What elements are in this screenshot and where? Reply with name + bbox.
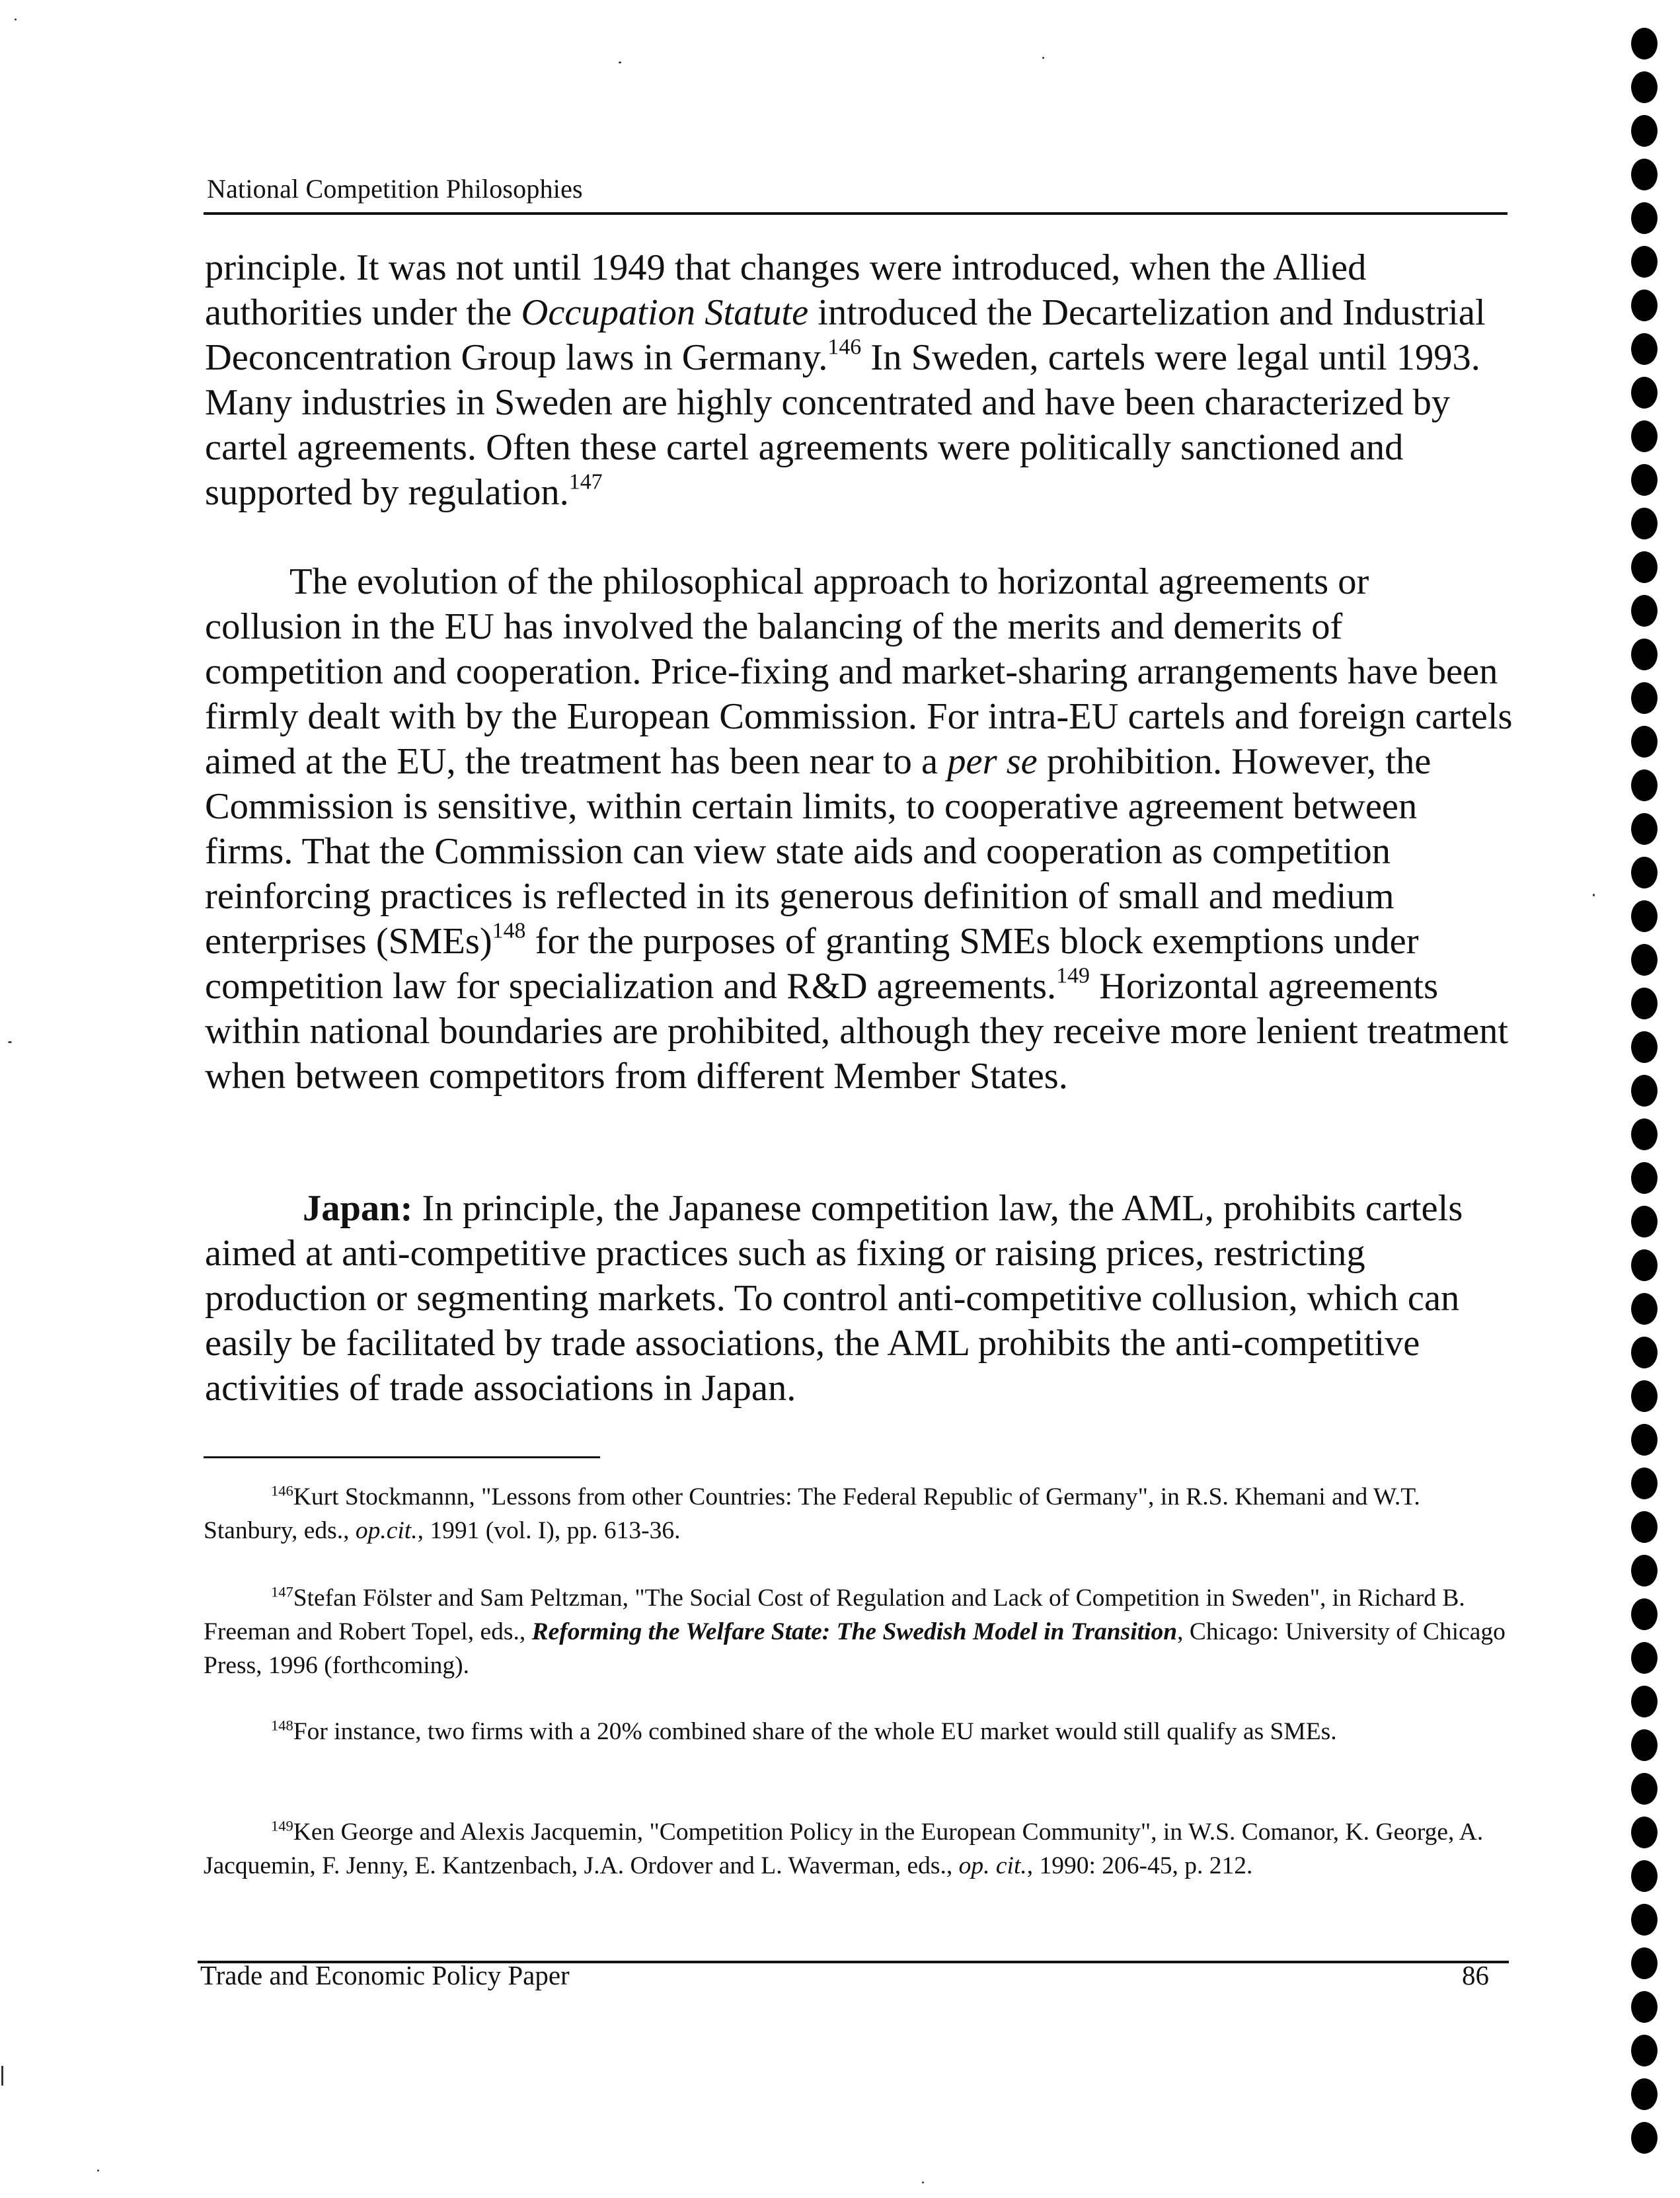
binding-hole-icon — [1631, 1686, 1658, 1717]
text-span: Kurt Stockmannn, "Lessons from other Countries: The Federal Republic of Germany", in R.S. Khemani and W.T. Stanbury, eds., — [204, 1483, 1420, 1544]
scan-speck — [97, 2170, 99, 2172]
binding-hole-icon — [1631, 508, 1658, 539]
binding-hole-icon — [1631, 1904, 1658, 1936]
footnote-number: 148 — [271, 1717, 293, 1734]
italic-text: op. cit. — [958, 1852, 1027, 1879]
text-span: Stefan Fölster and Sam Peltzman, "The Social Cost of Regulation and Lack of Competition in Sweden", in Richard B. Freeman and Robert Topel, eds., — [204, 1585, 1465, 1645]
binding-hole-icon — [1631, 2035, 1658, 2066]
binding-hole-icon — [1631, 1598, 1658, 1630]
book-title: Reforming the Welfare State: The Swedish Model in Transition — [531, 1618, 1178, 1645]
binding-hole-icon — [1631, 28, 1658, 59]
binding-hole-icon — [1631, 1424, 1658, 1456]
binding-hole-icon — [1631, 290, 1658, 321]
footnote-number: 149 — [271, 1817, 293, 1834]
footnote-number: 146 — [271, 1482, 293, 1499]
binding-hole-icon — [1631, 1817, 1658, 1848]
scan-speck — [15, 19, 17, 20]
binding-hole-icon — [1631, 202, 1658, 234]
footnote-ref-149[interactable]: 149 — [1056, 963, 1090, 988]
binding-hole-icon — [1631, 1642, 1658, 1674]
footnote-146 — [204, 1480, 1511, 1548]
binding-hole-icon — [1631, 900, 1658, 932]
binding-hole-icon — [1631, 988, 1658, 1019]
text-span: In Sweden, cartels were legal until 1993. Many industries in Sweden are highly concentrated and have been characterized by cartel agreements. Often these cartel agreements were politically sanctioned and supported by regulation. — [205, 337, 1480, 513]
text-span: , 1990: 206-45, p. 212. — [1026, 1852, 1253, 1879]
binding-hole-icon — [1631, 857, 1658, 888]
page-number: 86 — [1462, 1960, 1489, 1990]
footnote-ref-147[interactable]: 147 — [568, 469, 603, 494]
binding-hole-icon — [1631, 2078, 1658, 2110]
binding-hole-icon — [1631, 1773, 1658, 1805]
binding-hole-icon — [1631, 1991, 1658, 2023]
binding-hole-icon — [1631, 1075, 1658, 1107]
binding-hole-icon — [1631, 159, 1658, 190]
footer-series-title: Trade and Economic Policy Paper — [200, 1960, 570, 1990]
binding-hole-icon — [1631, 1249, 1658, 1281]
binding-hole-icon — [1631, 1119, 1658, 1150]
footnote-148 — [204, 1715, 1511, 1748]
text-span: Ken George and Alexis Jacquemin, "Competition Policy in the European Community", in W.S. Comanor, K. George, A. Jacquemin, F. Jenny, E. Kantzenbach, J.A. Ordover and L. Waverman, eds., — [204, 1819, 1484, 1879]
footnote-ref-148[interactable]: 148 — [492, 918, 526, 943]
body-paragraph-3 — [205, 1186, 1513, 1411]
binding-hole-icon — [1631, 944, 1658, 976]
binding-hole-icon — [1631, 551, 1658, 583]
header-rule — [204, 212, 1508, 215]
binding-hole-icon — [1631, 813, 1658, 845]
binding-hole-icon — [1631, 1555, 1658, 1587]
binding-hole-icon — [1631, 420, 1658, 452]
scan-speck — [1, 2066, 3, 2086]
scan-speck — [1593, 894, 1595, 896]
binding-holes — [1631, 28, 1660, 2166]
binding-hole-icon — [1631, 1031, 1658, 1063]
binding-hole-icon — [1631, 1511, 1658, 1543]
binding-hole-icon — [1631, 595, 1658, 627]
binding-hole-icon — [1631, 1337, 1658, 1368]
text-span: For instance, two firms with a 20% combined share of the whole EU market would still qualify as SMEs. — [293, 1718, 1337, 1745]
italic-title: Occupation Statute — [521, 292, 809, 333]
text-span: Horizontal agreements within national boundaries are prohibited, although they receive more lenient treatment when between competitors from different Member States. — [205, 966, 1509, 1097]
footnote-147 — [204, 1581, 1511, 1682]
running-header: National Competition Philosophies — [207, 174, 583, 204]
binding-hole-icon — [1631, 682, 1658, 714]
body-paragraph-1 — [205, 245, 1513, 515]
binding-hole-icon — [1631, 1206, 1658, 1237]
scan-speck — [619, 61, 621, 63]
binding-hole-icon — [1631, 115, 1658, 147]
footnote-number: 147 — [271, 1583, 293, 1600]
text-span: introduced the Decartelization and Industrial Deconcentration Group laws in Germany. — [205, 292, 1486, 378]
text-span: for the purposes of granting SMEs block exemptions under competition law for specialization and R&D agreements. — [205, 921, 1419, 1007]
text-span: principle. It was not until 1949 that changes were introduced, when the Allied authorities under the — [205, 247, 1367, 333]
footnote-ref-146[interactable]: 146 — [827, 334, 862, 360]
binding-hole-icon — [1631, 464, 1658, 496]
binding-hole-icon — [1631, 726, 1658, 758]
binding-hole-icon — [1631, 71, 1658, 103]
text-span: The evolution of the philosophical approach to horizontal agreements or collusion in the EU has involved the balancing of the merits and demerits of competition and cooperation. Price-fixing and market-sharing arrangements have been firmly dealt with by the European Commission. For intra-EU cartels and foreign cartels aimed at the EU, the treatment has been near to a — [205, 561, 1513, 782]
body-paragraph-2 — [205, 559, 1513, 1099]
binding-hole-icon — [1631, 377, 1658, 409]
binding-hole-icon — [1631, 333, 1658, 365]
binding-hole-icon — [1631, 1860, 1658, 1892]
scan-speck — [1042, 57, 1044, 59]
binding-hole-icon — [1631, 1162, 1658, 1194]
italic-term: per se — [947, 741, 1038, 782]
scan-speck — [8, 1041, 12, 1043]
binding-hole-icon — [1631, 246, 1658, 278]
binding-hole-icon — [1631, 2122, 1658, 2154]
text-span: , 1991 (vol. I), pp. 613-36. — [417, 1517, 681, 1544]
binding-hole-icon — [1631, 1293, 1658, 1325]
footnote-149 — [204, 1815, 1511, 1883]
scan-speck — [922, 2181, 924, 2183]
text-span: , Chicago: University of Chicago Press, 1996 (forthcoming). — [204, 1618, 1506, 1679]
text-span: prohibition. However, the Commission is sensitive, within certain limits, to cooperative agreement between firms. That the Commission can view state aids and cooperation as competition reinforcing practices is reflected in its generous definition of small and medium enterprises (SMEs) — [205, 741, 1432, 962]
section-lead-japan: Japan: — [303, 1188, 413, 1229]
footnote-separator — [204, 1456, 600, 1458]
binding-hole-icon — [1631, 1729, 1658, 1761]
binding-hole-icon — [1631, 769, 1658, 801]
text-span: In principle, the Japanese competition law, the AML, prohibits cartels aimed at anti-competitive practices such as fixing or raising prices, restricting production or segmenting markets. To control anti-competitive collusion, which can easily be facilitated by trade associations, the AML prohibits the anti-competitive activities of trade associations in Japan. — [205, 1188, 1463, 1409]
binding-hole-icon — [1631, 1468, 1658, 1499]
binding-hole-icon — [1631, 1947, 1658, 1979]
binding-hole-icon — [1631, 1380, 1658, 1412]
binding-hole-icon — [1631, 639, 1658, 670]
italic-text: op.cit. — [355, 1517, 418, 1544]
